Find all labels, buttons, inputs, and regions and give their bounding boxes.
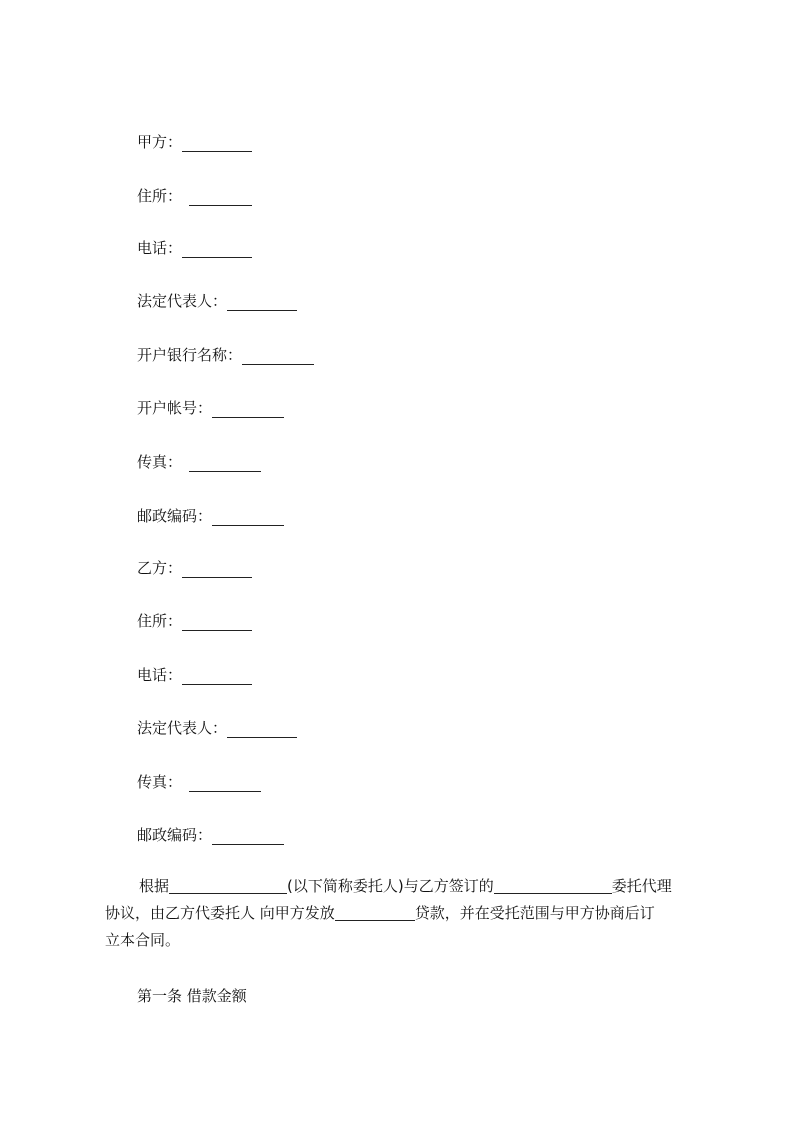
party-b-label: 乙方： — [137, 559, 183, 577]
party-a-account-blank[interactable] — [212, 401, 284, 418]
party-a-legal-rep-label: 法定代表人： — [137, 292, 228, 310]
preamble-text-2a: 协议，由乙方代委托人 向甲方发放 — [105, 904, 335, 922]
party-a-blank[interactable] — [182, 135, 252, 152]
party-a-account-field — [137, 398, 284, 418]
party-a-field — [137, 132, 252, 152]
preamble-paragraph — [105, 873, 705, 954]
preamble-text-1c: 委托代理 — [611, 877, 672, 895]
party-a-phone-field — [137, 238, 252, 258]
party-b-postcode-blank[interactable] — [212, 828, 284, 845]
principal-blank[interactable] — [169, 877, 287, 894]
party-b-fax-field — [137, 772, 261, 792]
party-a-fax-blank[interactable] — [189, 455, 261, 472]
party-a-postcode-blank[interactable] — [212, 509, 284, 526]
party-b-phone-field — [137, 665, 252, 685]
party-b-fax-label: 传真： — [137, 773, 183, 791]
party-b-blank[interactable] — [182, 561, 252, 578]
preamble-line-2 — [105, 900, 705, 927]
party-a-fax-label: 传真： — [137, 453, 183, 471]
agreement-blank[interactable] — [494, 877, 612, 894]
party-b-field — [137, 558, 252, 578]
party-a-bank-name-label: 开户银行名称： — [137, 346, 243, 364]
preamble-text-3: 立本合同。 — [105, 931, 181, 949]
preamble-text-1a: 根据 — [139, 877, 170, 895]
party-a-fax-field — [137, 452, 261, 472]
party-a-postcode-field — [137, 506, 284, 526]
preamble-line-3 — [105, 927, 705, 954]
party-a-address-label: 住所： — [137, 187, 183, 205]
party-a-bank-name-blank[interactable] — [242, 348, 314, 365]
loan-blank[interactable] — [335, 904, 415, 921]
party-a-address-field — [137, 186, 252, 206]
preamble-text-2b: 贷款，并在受托范围与甲方协商后订 — [414, 904, 655, 922]
party-a-bank-name-field — [137, 345, 314, 365]
party-b-legal-rep-field — [137, 718, 297, 738]
preamble-text-1b: (以下简称委托人)与乙方签订的 — [287, 877, 494, 895]
party-a-legal-rep-field — [137, 291, 297, 311]
preamble-line-1 — [105, 873, 705, 900]
party-b-address-field — [137, 611, 252, 631]
party-b-phone-label: 电话： — [137, 666, 183, 684]
party-a-postcode-label: 邮政编码： — [137, 507, 213, 525]
party-b-phone-blank[interactable] — [182, 668, 252, 685]
article-1-heading: 第一条 借款金额 — [137, 987, 247, 1005]
party-b-postcode-label: 邮政编码： — [137, 826, 213, 844]
party-b-address-blank[interactable] — [182, 614, 252, 631]
party-b-fax-blank[interactable] — [189, 775, 261, 792]
party-a-account-label: 开户帐号： — [137, 399, 213, 417]
party-b-address-label: 住所： — [137, 612, 183, 630]
party-a-phone-label: 电话： — [137, 239, 183, 257]
party-a-label: 甲方： — [137, 133, 183, 151]
party-b-legal-rep-label: 法定代表人： — [137, 719, 228, 737]
party-a-phone-blank[interactable] — [182, 241, 252, 258]
party-a-legal-rep-blank[interactable] — [227, 294, 297, 311]
party-b-postcode-field — [137, 825, 284, 845]
party-b-legal-rep-blank[interactable] — [227, 721, 297, 738]
party-a-address-blank[interactable] — [189, 189, 252, 206]
